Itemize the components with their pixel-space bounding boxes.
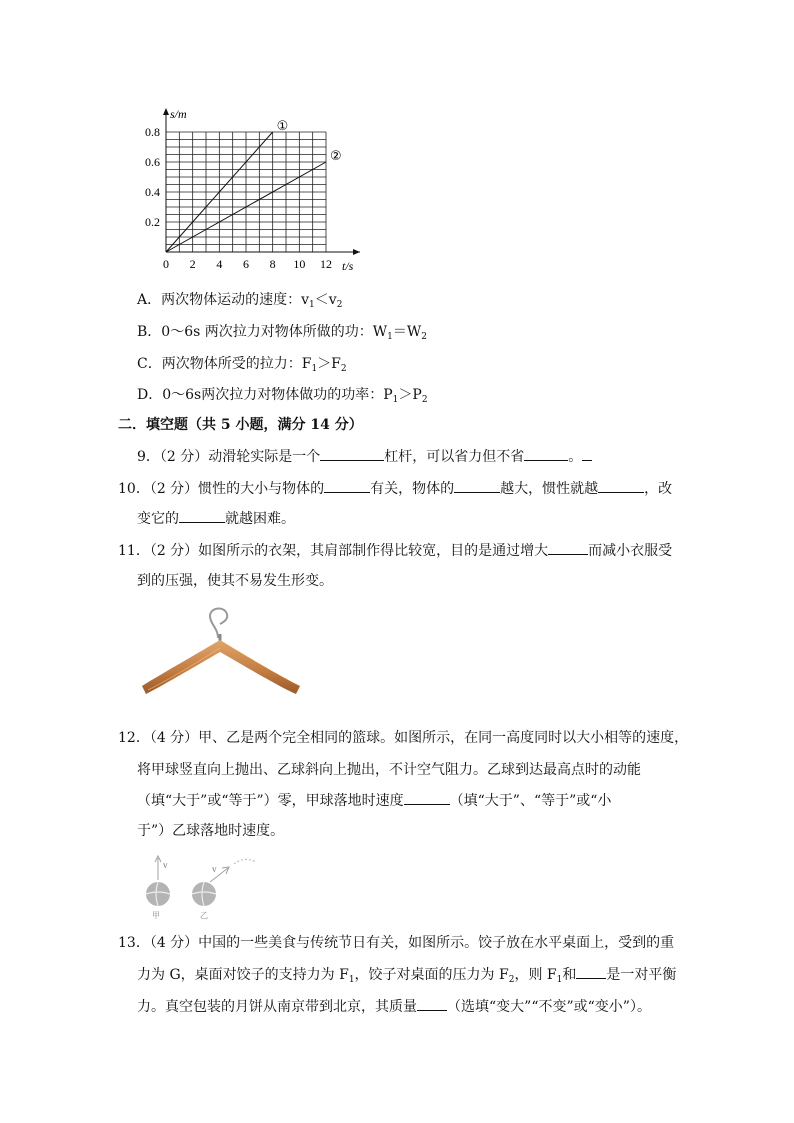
- question-12: 12．（4 分）甲、乙是两个完全相同的篮球。如图所示，在同一高度同时以大小相等的速度，: [118, 730, 689, 746]
- question-13-l2: 力为 G，桌面对饺子的支持力为 $F_1$，饺子对桌面的压力为 $F_2$，则 $F_1$和 是一对平衡: [137, 964, 676, 990]
- option-a: A．两次物体运动的速度：$v_1<v_2$: [137, 292, 343, 310]
- x-tick-label: 6: [243, 257, 249, 271]
- x-tick-label: 0: [163, 257, 169, 271]
- question-10-cont: 变它的 就越困难。: [137, 508, 295, 529]
- series-label-2: ②: [330, 149, 342, 164]
- y-axis-arrow: [163, 108, 169, 115]
- question-12-l4: 于”）乙球落地时速度。: [137, 823, 285, 839]
- answer-blank[interactable]: [576, 964, 606, 979]
- question-11: 11．（2 分）如图所示的衣架，其肩部制作得比较宽，目的是通过增大 而减小衣服受: [118, 540, 672, 561]
- option-d: D．0～6s两次拉力对物体做功的功率：$P_1>P_2$: [137, 387, 428, 405]
- question-10: 10．（2 分）惯性的大小与物体的 有关，物体的 越大，惯性就越 ，改: [118, 478, 672, 499]
- x-tick-label: 2: [189, 257, 196, 271]
- graph-grid: [166, 132, 326, 252]
- answer-blank[interactable]: [320, 446, 384, 461]
- question-9: 9．（2 分）动滑轮实际是一个 杠杆，可以省力但不省 。: [137, 446, 592, 467]
- x-tick-label: 8: [269, 257, 276, 271]
- question-13-l3: 力。真空包装的月饼从南京带到北京，其质量 （选填“变大”“不变”或“变小”）。: [137, 996, 651, 1017]
- x-tick-label: 12: [320, 257, 332, 271]
- option-c: C．两次物体所受的拉力：$F_1>F_2$: [137, 356, 347, 374]
- y-tick-label: 0.6: [145, 155, 160, 169]
- y-tick-label: 0.8: [145, 125, 160, 139]
- answer-blank[interactable]: [598, 478, 644, 493]
- question-12-l2: 将甲球竖直向上抛出、乙球斜向上抛出，不计空气阻力。乙球到达最高点时的动能: [137, 762, 641, 778]
- motion-graph: [138, 102, 378, 277]
- y-tick-label: 0.2: [145, 215, 160, 229]
- answer-blank[interactable]: [454, 478, 500, 493]
- answer-blank[interactable]: [524, 446, 568, 461]
- answer-blank[interactable]: [179, 508, 225, 523]
- y-tick-label: 0.4: [145, 185, 160, 199]
- answer-blank[interactable]: [404, 790, 450, 805]
- x-axis-arrow: [353, 249, 360, 255]
- hanger-image: [138, 604, 304, 698]
- question-12-l3: （填“大于”或“等于”）零，甲球落地时速度 （填“大于”、“等于”或“小: [137, 790, 611, 811]
- answer-blank[interactable]: [548, 540, 588, 555]
- basketball-figure: [138, 850, 268, 922]
- ball-yi-label: 乙: [200, 911, 208, 920]
- option-b: B．0～6s 两次拉力对物体所做的功：$W_1=W_2$: [137, 324, 427, 342]
- answer-blank[interactable]: [324, 478, 370, 493]
- velocity-label: v: [212, 864, 217, 874]
- section-title: 二．填空题（共 5 小题，满分 14 分）: [118, 417, 363, 433]
- x-tick-label: 4: [216, 257, 223, 271]
- velocity-label: v: [163, 860, 168, 870]
- question-11-cont: 到的压强，使其不易发生形变。: [137, 573, 333, 589]
- answer-blank[interactable]: [417, 996, 447, 1011]
- question-13: 13．（4 分）中国的一些美食与传统节日有关，如图所示。饺子放在水平桌面上，受到的重: [118, 935, 675, 951]
- series-label-1: ①: [276, 119, 289, 134]
- y-axis-label: s/m: [170, 107, 187, 121]
- x-axis-label: t/s: [342, 259, 354, 273]
- ball-jia-label: 甲: [152, 911, 160, 920]
- x-tick-label: 10: [293, 257, 306, 271]
